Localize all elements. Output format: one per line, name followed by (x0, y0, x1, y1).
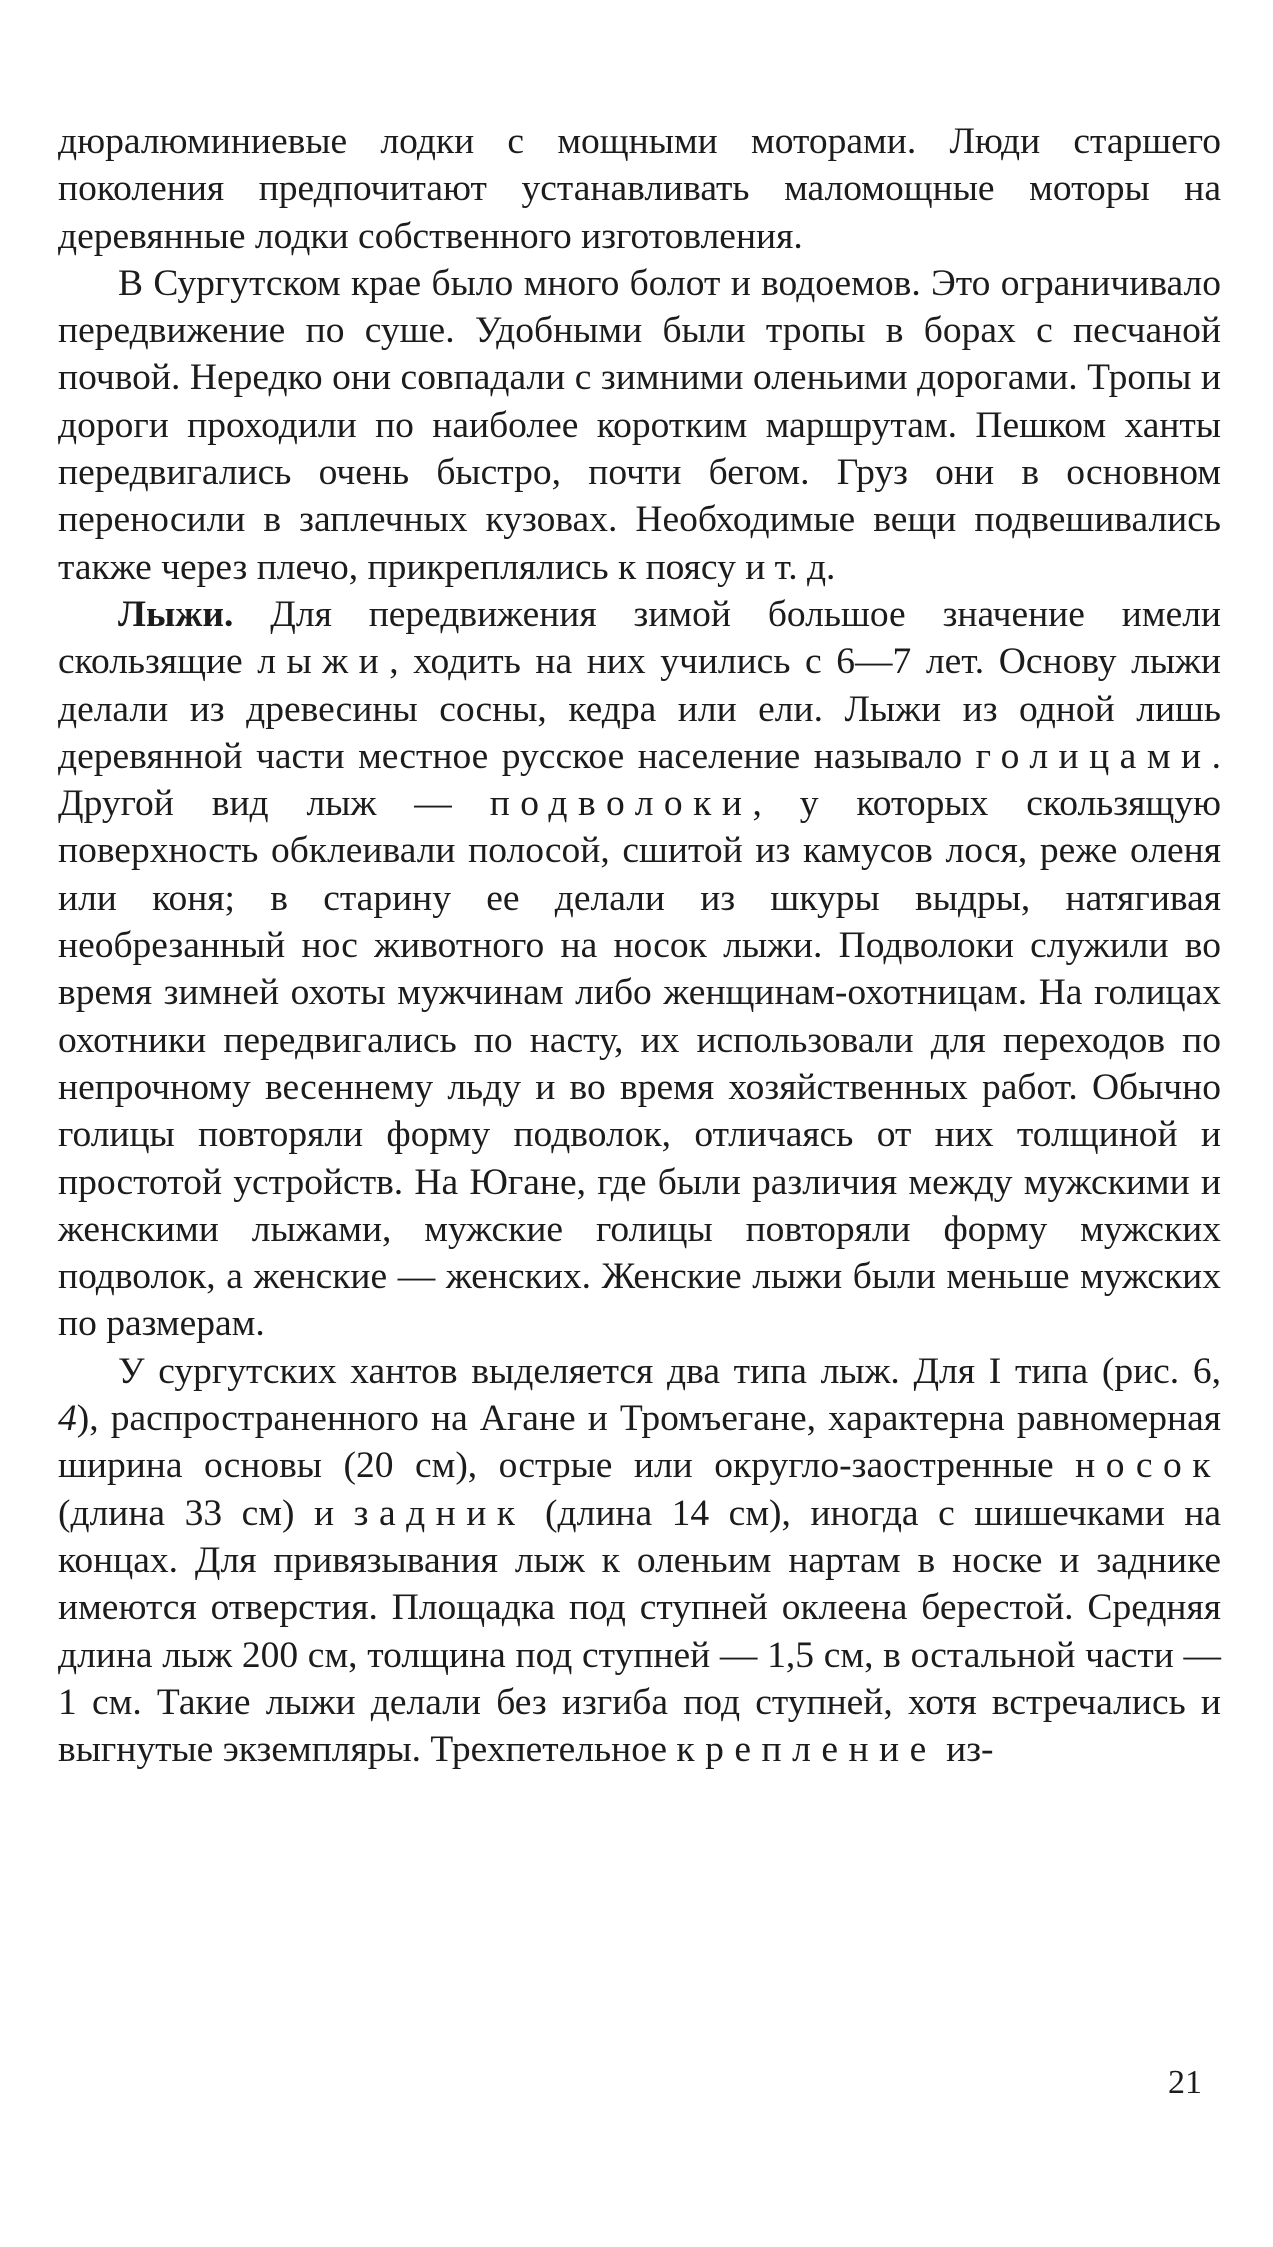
text-run: (длина 33 см) и (58, 1492, 354, 1534)
spaced-term: подволоки (489, 783, 753, 825)
text-run: Для передвижения зимой большое значение имели скользящие (58, 593, 1221, 683)
page-number: 21 (1168, 2064, 1202, 2101)
text-run: из- (936, 1729, 994, 1771)
paragraph-4 (58, 1348, 1221, 1774)
text-run: , у которых скользящую поверхность обклеивали полосой, сшитой из камусов лося, реже оленя или коня; в старину ее делали из шкуры выдры, натягивая необрезанный нос животного на носок лыжи. Подволоки служили во время зимней охоты мужчинам либо женщинам-охотницам. На голицах охотники передвигались по насту, их использовали для переходов по непрочному весеннему льду и во время хозяйственных работ. Обычно голицы повторяли форму подволок, отличаясь от них толщиной и простотой устройств. На Югане, где были различия между мужскими и женскими лыжами, мужские голицы повторяли форму мужских подволок, а женские — женских. Женские лыжи были меньше мужских по размерам. (58, 783, 1221, 1345)
spaced-term: задник (353, 1492, 526, 1534)
text-run: , ходить на них учились с 6—7 лет. Основу лыжи делали из древесины сосны, кедра или ели. Лыжи из одной лишь деревянной части местное русское население называло (58, 641, 1221, 777)
text-run: В Сургутском крае было много болот и водоемов. Это ограничивало передвижение по суше. Удобными были тропы в борах с песчаной почвой. Нередко они совпадали с зимними оленьими дорогами. Тропы и дороги проходили по наиболее коротким маршрутам. Пешком ханты передвигались очень быстро, почти бегом. Груз они в основном переносили в заплечных кузовах. Необходимые вещи подвешивались также через плечо, прикреплялись к поясу и т. д. (58, 262, 1221, 588)
spaced-term: носок (1075, 1445, 1221, 1487)
text-run: . Другой вид лыж — (58, 735, 1221, 825)
paragraph-3 (58, 591, 1221, 1348)
paragraph-2 (58, 260, 1221, 591)
spaced-term: лыжи (257, 641, 390, 683)
page-body (58, 118, 1221, 1773)
text-run: У сургутских хантов выделяется два типа лыж. Для I типа (рис. 6, (118, 1350, 1221, 1392)
spaced-term: крепление (676, 1729, 937, 1771)
italic-run: 4 (58, 1398, 77, 1440)
text-run: дюралюминиевые лодки с мощными моторами. Люди старшего поколения предпочитают устанавливать маломощные моторы на деревянные лодки собственного изготовления. (58, 121, 1221, 257)
spaced-term: голицами (975, 735, 1212, 777)
paragraph-1 (58, 118, 1221, 260)
text-run: (длина 14 см), иногда с шишечками на концах. Для привязывания лыж к оленьим нартам в носке и заднике имеются отверстия. Площадка под ступней оклеена берестой. Средняя длина лыж 200 см, толщина под ступней — 1,5 см, в остальной части — 1 см. Такие лыжи делали без изгиба под ступней, хотя встречались и выгнутые экземпляры. Трехпетельное (58, 1492, 1222, 1771)
text-run: ), распространенного на Агане и Тромъегане, характерна равномерная ширина основы (20 см), острые или округло-заостренные (58, 1398, 1221, 1487)
heading-run: Лыжи. (118, 593, 234, 635)
